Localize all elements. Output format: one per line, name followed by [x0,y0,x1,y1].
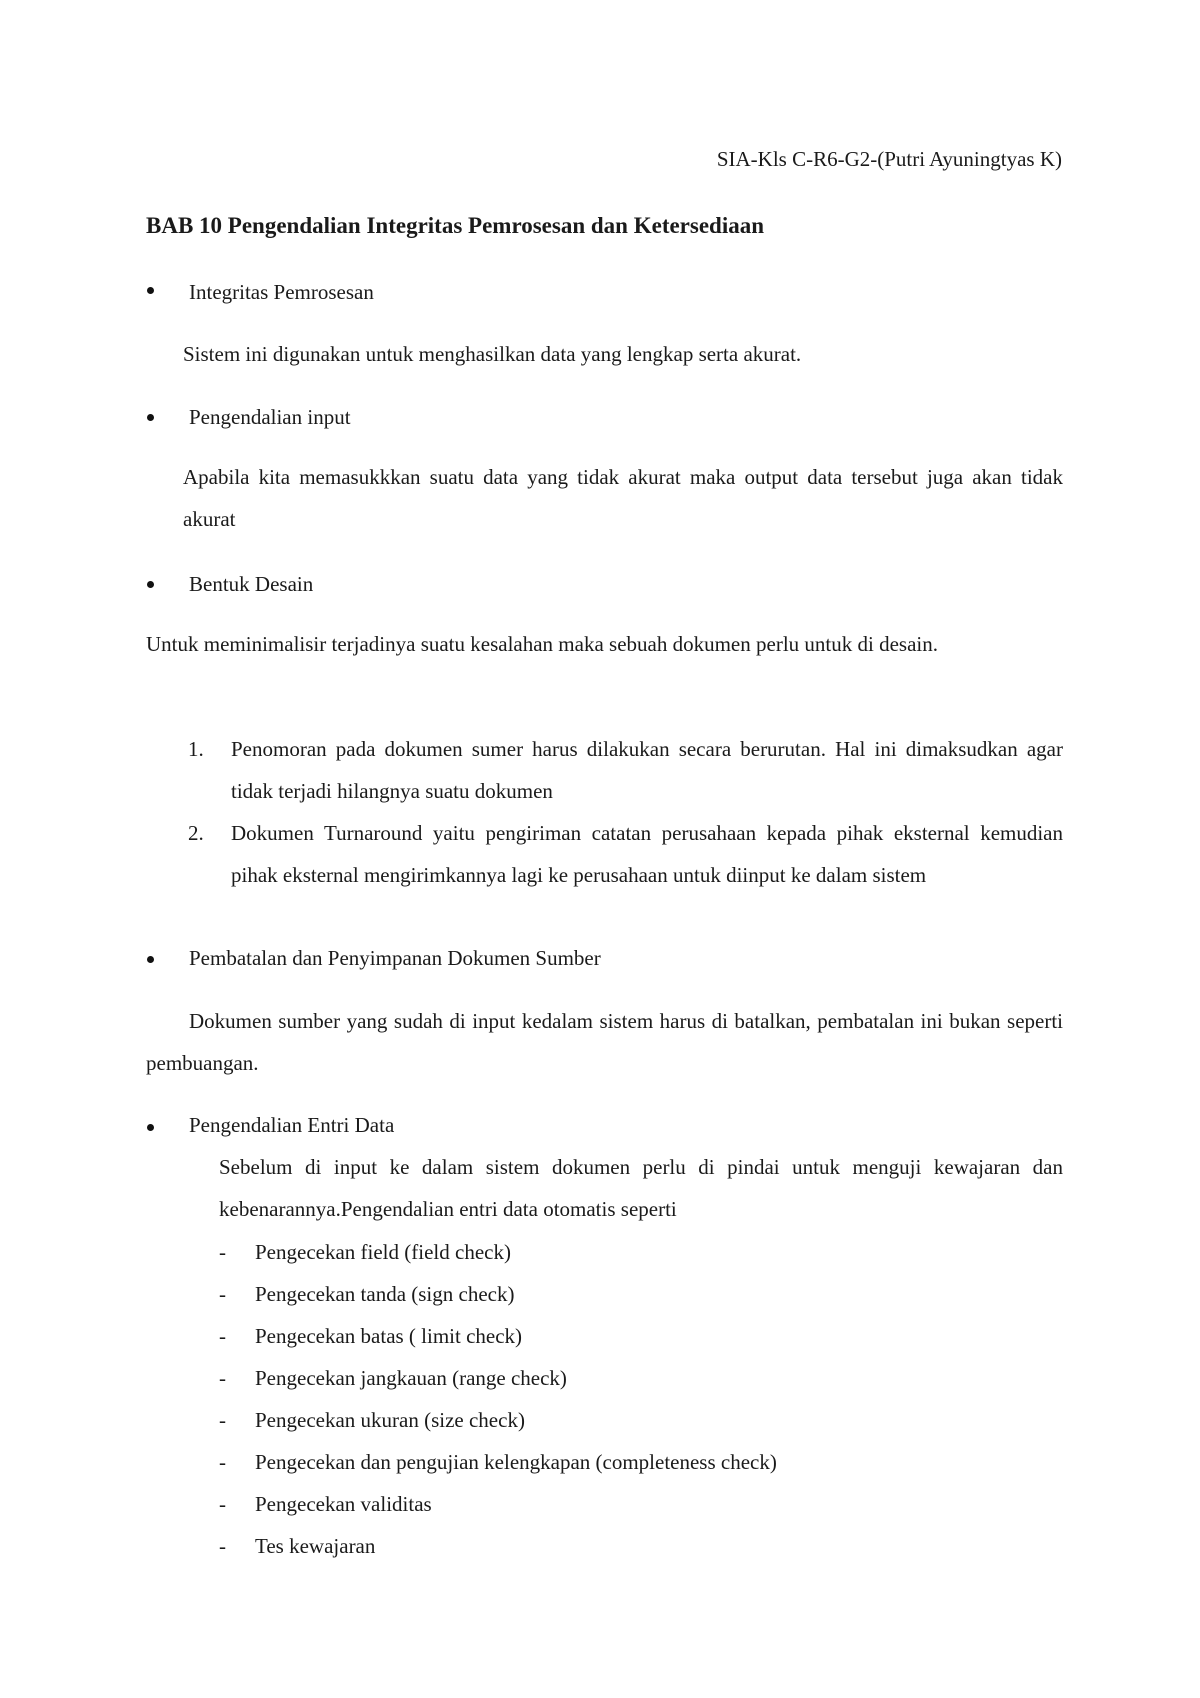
bullet-icon [147,956,154,963]
dash-marker: - [219,1324,226,1348]
dash-marker: - [219,1492,226,1516]
bullet-icon [147,414,154,421]
list-item: Dokumen Turnaround yaitu pengiriman catatan perusahaan kepada pihak eksternal kemudian pihak eksternal mengirimkannya lagi ke perusahaan untuk diinput ke dalam sistem [231,821,1063,887]
list-item: Penomoran pada dokumen sumer harus dilakukan secara berurutan. Hal ini dimaksudkan agar tidak terjadi hilangnya suatu dokumen [231,737,1063,803]
check-item: Pengecekan dan pengujian kelengkapan (completeness check) [255,1450,777,1474]
section-body-input: Apabila kita memasukkkan suatu data yang tidak akurat maka output data tersebut juga akan tidak akurat [183,465,1063,531]
check-item: Pengecekan jangkauan (range check) [255,1366,567,1390]
dash-marker: - [219,1282,226,1306]
list-number: 2. [188,821,204,845]
dash-marker: - [219,1450,226,1474]
dash-marker: - [219,1240,226,1264]
bullet-icon [147,1124,154,1131]
bullet-icon [147,581,154,588]
dash-marker: - [219,1534,226,1558]
section-body-pembatalan: Dokumen sumber yang sudah di input kedalam sistem harus di batalkan, pembatalan ini bukan seperti pembuangan. [146,1009,1063,1075]
section-body-desain: Untuk meminimalisir terjadinya suatu kesalahan maka sebuah dokumen perlu untuk di desain. [146,632,938,656]
bullet-icon [147,287,154,294]
check-item: Pengecekan tanda (sign check) [255,1282,515,1306]
dash-marker: - [219,1366,226,1390]
check-item: Tes kewajaran [255,1534,376,1558]
section-body-entri-data: Sebelum di input ke dalam sistem dokumen perlu di pindai untuk menguji kewajaran dan kebenarannya.Pengendalian entri data otomatis seperti [219,1155,1063,1221]
section-body-integritas: Sistem ini digunakan untuk menghasilkan data yang lengkap serta akurat. [183,342,802,366]
dash-marker: - [219,1408,226,1432]
section-heading-input: Pengendalian input [189,405,351,429]
check-item: Pengecekan validitas [255,1492,432,1516]
check-item: Pengecekan field (field check) [255,1240,511,1264]
check-item: Pengecekan ukuran (size check) [255,1408,525,1432]
list-number: 1. [188,737,204,761]
section-heading-integritas: Integritas Pemrosesan [189,280,374,304]
section-heading-entri-data: Pengendalian Entri Data [189,1113,395,1137]
document-code: SIA-Kls C-R6-G2-(Putri Ayuningtyas K) [716,147,1062,171]
section-heading-pembatalan: Pembatalan dan Penyimpanan Dokumen Sumber [189,946,601,970]
section-heading-desain: Bentuk Desain [189,572,314,596]
page-title: BAB 10 Pengendalian Integritas Pemrosesan dan Ketersediaan [146,213,765,238]
check-item: Pengecekan batas ( limit check) [255,1324,523,1348]
